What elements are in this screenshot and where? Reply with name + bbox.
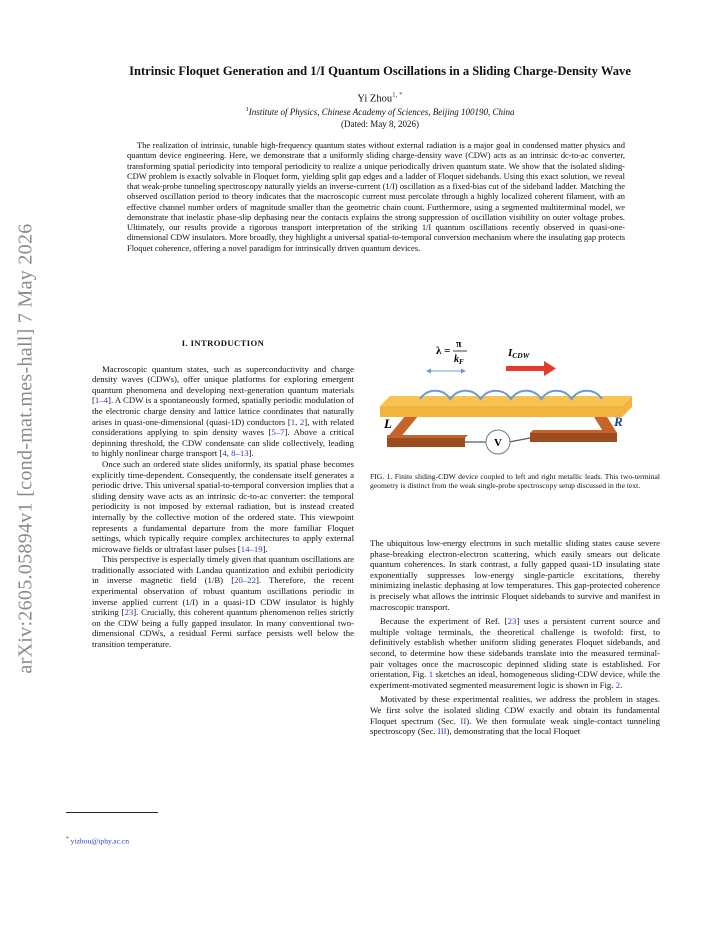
kf-sub: F (459, 358, 464, 366)
paragraph-text: , (226, 448, 232, 459)
citation-link[interactable]: 1 (428, 669, 434, 680)
citation-link[interactable]: 5–7 (271, 427, 285, 438)
affiliation-mark: 1 (245, 106, 249, 113)
figure-1 (370, 334, 660, 470)
citation-link[interactable]: 20–22 (234, 575, 256, 586)
citation-link[interactable]: 2 (615, 679, 621, 690)
author-line (70, 91, 690, 105)
current-arrow (506, 361, 556, 376)
lambda-label: λ = (436, 345, 451, 357)
footnote (66, 836, 129, 846)
paragraph-text: ), demonstrating that the local Floquet (446, 726, 581, 737)
citation-link[interactable]: 1–4 (94, 395, 109, 406)
author-marks[interactable]: 1, * (392, 91, 403, 99)
right-paragraph-3 (370, 694, 660, 736)
citation-link[interactable]: II (460, 715, 467, 726)
citation-link[interactable]: 4 (222, 448, 227, 459)
paragraph-text: Once such an ordered state slides uniformly, its spatial phase becomes explicitly time-dependent. Consequently, the condensate itself generates a periodic drive. This universal spatial-to-temporal conversion implies that a sliding density wave acts as an intrinsic dc-to-ac converter: the temporal periodicity is not imposed by external radiation, but is instead created internally by the collective motion of the ordered state. This viewpoint represents a fundamental departure from the more familiar Floquet settings, which typically require complex architectures to apply external microwave fields or ultrafast laser pulses [ (92, 458, 354, 554)
figure-1-caption: FIG. 1. Finite sliding-CDW device coupled to left and right metallic leads. This two-terminal geometry is distinct from the weak single-probe spectroscopy setup discussed in the text. (370, 472, 660, 491)
paragraph-text: ). We then formulate weak single-contact tunneling spectroscopy (Sec. (370, 715, 660, 737)
current-i: I (508, 347, 513, 359)
paragraph-text: . (620, 679, 623, 690)
intro-paragraph-1 (92, 364, 354, 459)
affiliation-line (70, 106, 690, 117)
citation-link[interactable]: 8–13 (231, 448, 249, 459)
paragraph-text: sketches an ideal, homogeneous sliding-CDW device, while the experiment-motivated segmented measurement logic is shown in Fig. (370, 669, 660, 690)
paragraph-text: ]. (262, 543, 268, 554)
citation-link[interactable]: 2 (299, 416, 305, 427)
author-email-link[interactable]: yizhou@iphy.ac.cn (70, 836, 130, 846)
citation-link[interactable]: 23 (124, 607, 134, 618)
right-lead-label: R (614, 414, 623, 429)
author-name: Yi Zhou (357, 93, 393, 105)
intro-paragraph-2 (92, 459, 354, 554)
right-paragraph-2 (370, 616, 660, 690)
footnote-rule (66, 812, 158, 813)
paragraph-text: Macroscopic quantum states, such as superconductivity and charge density waves (CDWs), offer unique platforms for exploring emergent quantum phenomena and developing next-generation quantum materials [ (92, 363, 354, 406)
pi-label: π (456, 339, 462, 350)
current-label (507, 347, 531, 360)
section-heading-introduction: I. INTRODUCTION (181, 338, 265, 348)
citation-link[interactable]: 14–19 (240, 543, 263, 554)
paragraph-text: ]. A CDW is a spontaneously formed, spatially periodic modulation of the electronic charge density and lattice lattice coordinates that naturally arises in quasi-one-dimensional (quasi-1D) conductors [ (92, 395, 354, 427)
citation-link[interactable]: 23 (507, 616, 517, 627)
figure-1-schematic (370, 334, 660, 470)
paragraph-text: , (295, 416, 300, 427)
paragraph-text: ], with related considerations applying to spin density waves [ (92, 416, 354, 438)
kf-k: k (454, 354, 459, 365)
dated-line: (Dated: May 8, 2026) (341, 119, 419, 129)
paragraph-text: Because the experiment of Ref. [ (380, 616, 508, 627)
affiliation: Institute of Physics, Chinese Academy of Sciences, Beijing 100190, China (248, 107, 515, 117)
kf-label (454, 354, 464, 366)
right-column (370, 538, 660, 741)
left-column (92, 338, 354, 650)
paper-title: Intrinsic Floquet Generation and 1/I Quantum Oscillations in a Sliding Charge-Density Wave (129, 64, 631, 78)
citation-link[interactable]: III (437, 726, 447, 737)
right-paragraph-1 (370, 538, 660, 612)
voltmeter-label: V (494, 437, 502, 449)
arxiv-stamp (12, 198, 40, 698)
paragraph-text: ]. Crucially, this coherent quantum phenomenon relies strictly on the CDW being a fully gapped insulator. In many conventional two-dimensional CDWs, a residual Fermi surface persists well below the transition temperature. (92, 607, 354, 650)
wavelength-marker (426, 369, 466, 374)
citation-link[interactable]: 1 (290, 416, 296, 427)
cdw-bar (380, 396, 632, 417)
paragraph-text: The ubiquitous low-energy electrons in such metallic sliding states cause severe phase-breaking electron-electron scattering, which easily smears out delicate quantum coherences. In stark contrast, a fully gapped quasi-1D insulating state exponentially suppresses low-energy single-particle excitations, thereby minimizing inelastic dephasing at low temperatures. This gap-protected coherence is precisely what allows the intrinsic Floquet sidebands to survive and manifest in macroscopic transport. (370, 538, 660, 612)
paragraph-text: This perspective is especially timely given that quantum oscillations are traditionally associated with Landau quantization and exhibit periodicity in inverse magnetic field (1/B) [ (92, 554, 354, 586)
footnote-mark: * (66, 836, 69, 842)
arxiv-stamp-text: arXiv:2605.05894v1 [cond-mat.mes-hall] 7 May 2026 (14, 222, 37, 674)
paragraph-text: ]. Above a critical depinning threshold, the CDW condensate can slide collectively, leading to highly nonlinear charge transport [ (92, 427, 354, 459)
abstract: The realization of intrinsic, tunable high-frequency quantum states without external radiation is a major goal in condensed matter physics and quantum device engineering. Here, we demonstrate that a uniformly sliding charge-density wave (CDW) acts as an intrinsic dc-to-ac converter, transforming spatial periodicity into temporal periodicity to realize a unique periodically driven quantum state. We show that the isolated sliding-CDW problem is exactly solvable in Floquet form, yielding split gap edges and a ladder of Floquet sidebands. Using this exact solution, we reveal that weak-probe tunneling spectroscopy naturally yields an inverse-current (1/I) oscillation as a fixed-bias cut of the sideband ladder. Matching the observed oscillation period to theory indicates that the macroscopic current must percolate through a highly localized coherent filament, with an effective channel number orders of magnitude smaller than the geometric chain count. Furthermore, using a segmented multiterminal model, we demonstrate that inelastic phase-slip dephasing near the contacts explains the strong suppression of oscillation visibility on outer voltage probes. Ultimately, our results provide a rigorous transport interpretation of the striking 1/I quantum oscillations recently observed in quasi-one-dimensional CDW insulators. More broadly, they highlight a universal spatial-to-temporal conversion mechanism where the insulating gap protects Floquet coherence, offering a novel paradigm for intrinsically driven quantum devices. (127, 140, 625, 253)
paragraph-text: ] uses a persistent current source and multiple voltage terminals, the theoretical challenge is twofold: first, to definitively establish whether uniform sliding generates Floquet sidebands, and second, to determine how these sidebands translate into the measured terminal-pair voltages once the macroscopic depinned sliding state is established. For orientation, Fig. (370, 616, 660, 680)
paragraph-text: ]. (248, 448, 254, 459)
current-sub: CDW (512, 351, 530, 360)
paragraph-text: ]. Therefore, the recent experimental observation of robust quantum oscillations periodic in inverse applied current (1/I) in a quasi-1D CDW insulator is highly striking [ (92, 575, 354, 618)
paragraph-text: Motivated by these experimental realities, we address the problem in stages. We first solve the isolated sliding CDW exactly and obtain its fundamental Floquet spectrum (Sec. (370, 694, 660, 726)
left-lead-label: L (384, 416, 392, 431)
intro-paragraph-3 (92, 554, 354, 649)
